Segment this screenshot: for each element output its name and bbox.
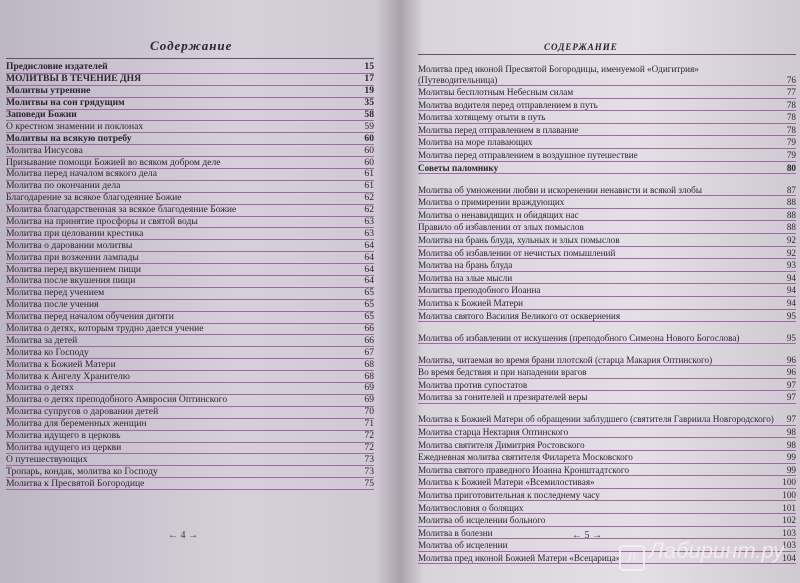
toc-entry-title: Молитва о ненавидящих и обидящих нас [418,209,579,220]
toc-entry-title: Ежедневная молитва святителя Филарета Московского [418,452,633,463]
toc-entry [6,395,374,407]
toc-entry [6,431,374,443]
toc-entry [6,419,374,431]
toc-entry-title: Молитва о примирении враждующих [418,197,565,208]
toc-entry-title: Советы паломнику [418,162,499,173]
toc-entry-page: 94 [786,285,796,296]
toc-entry [418,344,796,366]
toc-entry-title: Молитва к Божией Матери об обращении заблудшего (святителя Гавриила Новгородского) [418,414,774,425]
toc-entry-title: Предисловие издателей [6,62,108,73]
toc-entry-page: 79 [786,137,796,148]
toc-entry-title: Молитва на злые мысли [418,272,513,283]
toc-entry [418,366,796,379]
toc-entry [6,454,374,466]
toc-entry-title: Молитвы на всякую потребу [6,133,132,144]
toc-entry [6,181,374,193]
toc-entry-page: 92 [786,247,796,258]
toc-entry-title: Молитва перед началом всякого дела [6,169,157,180]
toc-entry-page: 35 [364,97,374,109]
toc-entry [418,86,796,99]
toc-entry-page: 19 [364,85,374,97]
toc-entry-title: Молитва пред иконой Божией Матери «Всецарица» [418,552,621,563]
toc-entry [6,443,374,455]
toc-entry [6,217,374,229]
toc-entry-page: 96 [786,367,796,378]
toc-entry-title: Молитва об избавлении от нечистых помышлений [418,247,616,258]
toc-entry-page: 92 [786,235,796,246]
toc-entry [418,514,796,527]
toc-entry [6,240,374,252]
toc-entry-page: 73 [364,465,374,477]
toc-entry-page: 60 [364,132,374,144]
toc-entry-page: 78 [786,112,796,123]
toc-entry-page: 72 [364,441,374,453]
toc-entry [6,110,374,122]
toc-entry-title: Молитва к Ангелу Хранителю [6,371,130,382]
toc-entry-page: 93 [786,260,796,271]
toc-entry-title: Молитва водителя перед отправлением в путь [418,99,598,110]
toc-entry [6,169,374,181]
toc-entry [418,501,796,514]
toc-entry-title: Молитва на брань блуда, хульных и злых помыслов [418,235,620,246]
toc-entry-title: Молитва при целовании крестика [6,228,144,239]
toc-entry-title: Молитва перед учением [6,288,105,299]
toc-entry-title: Молитвы на сон грядущим [6,98,125,109]
toc-entry [418,310,796,323]
toc-entry [418,99,796,112]
toc-entry-title: Молитва при возжении лампады [6,252,139,263]
toc-entry-title: Заповеди Божии [6,109,77,120]
toc-entry-page: 69 [364,382,374,394]
toc-entry-title: Молитва против супостатов [418,379,528,390]
toc-entry-title: Молитва идущего из церкви [6,442,122,453]
toc-entry-title: Молитва за гонителей и презирателей веры [418,392,588,403]
toc-entry-title: Молитва о даровании молитвы [6,240,133,251]
toc-entry-title: Молитва на море плавающих [418,137,533,148]
toc-entry [418,162,796,175]
toc-entry-title: Молитва к Божией Матери «Всемилостивая» [418,477,595,488]
toc-entry-page: 59 [364,120,374,132]
toc-entry [418,209,796,222]
toc-entry [418,149,796,162]
toc-entry-page: 66 [364,322,374,334]
toc-entry [6,62,374,74]
toc-entry-page: 80 [786,162,796,173]
toc-entry [6,324,374,336]
toc-entry-title: Молитва пред иконой Пресвятой Богородицы, именуемой «Одигитрия» (Путеводительница) [418,64,699,85]
toc-entry [418,196,796,209]
toc-entry [6,335,374,347]
toc-entry [6,359,374,371]
toc-entry-title: Молитвословия о болящих [418,502,524,513]
toc-entry [418,234,796,247]
toc-entry-page: 100 [782,477,796,488]
toc-entry-title: Молитва о детях преподобного Амвросия Оптинского [6,395,228,406]
toc-entry-title: Молитва святителя Димитрия Ростовского [418,439,585,450]
toc-entry [418,272,796,285]
toc-entry-page: 65 [364,287,374,299]
toc-entry-title: Молитва благодарственная за всякое благодеяние Божие [6,205,237,216]
toc-entry-page: 75 [364,477,374,489]
watermark [619,538,784,571]
toc-entry-page: 103 [782,527,796,538]
toc-entry-title: Молитва к Божией Матери [6,359,116,370]
toc-entry-page: 71 [364,418,374,430]
divider [6,58,374,59]
toc-entry-page: 63 [364,215,374,227]
toc-entry-page: 104 [782,552,796,563]
toc-entry-page: 63 [364,227,374,239]
toc-list [418,64,796,564]
toc-entry-page: 61 [364,168,374,180]
left-page [0,0,392,583]
toc-entry-page: 97 [786,392,796,403]
toc-entry-title: Молитва перед отправлением в плавание [418,124,579,135]
toc-entry-title: О крестном знамении и поклонах [6,121,144,132]
toc-entry-page: 78 [786,124,796,135]
toc-entry-title: Молитва приготовительная к последнему часу [418,489,600,500]
toc-entry-page: 88 [786,222,796,233]
toc-entry-page: 88 [786,209,796,220]
toc-entry [418,391,796,404]
toc-entry [418,111,796,124]
page-number: ← 4 → [168,530,198,541]
toc-entry-page: 97 [786,379,796,390]
labirint-logo-icon: л [619,545,645,571]
toc-entry-page: 87 [786,184,796,195]
toc-list [6,62,374,490]
toc-entry [6,466,374,478]
toc-entry [418,404,796,426]
toc-entry [6,228,374,240]
toc-entry [6,193,374,205]
toc-entry-page: 60 [364,156,374,168]
toc-entry-page: 64 [364,275,374,287]
toc-entry [6,145,374,157]
toc-entry [418,221,796,234]
toc-entry [6,407,374,419]
toc-entry-page: 95 [786,332,796,343]
toc-entry [418,379,796,392]
toc-entry-title: Молитва об исцелении [418,540,508,551]
toc-entry-title: Молитва перед вкушением пищи [6,264,142,275]
toc-entry-title: Правило об избавлении от злых помыслов [418,222,584,233]
right-page [404,0,800,583]
toc-entry-title: Молитва за детей [6,335,78,346]
page-title: Содержание [150,38,233,53]
toc-entry [6,98,374,110]
toc-entry-page: 102 [782,515,796,526]
toc-entry-page: 67 [364,346,374,358]
toc-entry-title: Молитва святого праведного Иоанна Кронштадтского [418,464,630,475]
toc-entry-title: Молитва после вкушения пищи [6,276,136,287]
toc-entry [6,252,374,264]
toc-entry [418,124,796,137]
toc-entry [418,174,796,196]
toc-entry [6,133,374,145]
toc-entry-page: 76 [786,74,796,85]
toc-entry-title: Молитва хотящему отыти в путь [418,112,546,123]
toc-entry-title: Молитва в болезни [418,527,493,538]
toc-entry [6,383,374,395]
toc-entry [6,86,374,98]
toc-entry [6,371,374,383]
toc-entry-page: 73 [364,453,374,465]
toc-entry-page: 64 [364,251,374,263]
toc-entry [418,489,796,502]
toc-entry [6,74,374,86]
toc-entry-page: 94 [786,272,796,283]
toc-entry-page: 64 [364,239,374,251]
toc-entry-page: 65 [364,299,374,311]
toc-entry-page: 65 [364,311,374,323]
toc-entry [418,284,796,297]
toc-entry-page: 99 [786,464,796,475]
toc-entry-page: 61 [364,180,374,192]
toc-entry-page: 103 [782,540,796,551]
toc-entry-page: 101 [782,502,796,513]
toc-entry-title: Молитва идущего в церковь [6,431,121,441]
toc-entry-title: Тропарь, кондак, молитва ко Господу [6,466,158,477]
toc-entry-title: Молитва после учения [6,300,99,311]
toc-entry-page: 98 [786,439,796,450]
toc-entry-page: 15 [364,61,374,73]
toc-entry [6,121,374,133]
toc-entry-title: Молитва к Пресвятой Богородице [6,478,145,489]
toc-entry-title: Молитва Иисусова [6,145,83,156]
toc-entry-page: 100 [782,489,796,500]
toc-entry-title: Молитва перед отправлением в воздушное путешествие [418,150,638,161]
toc-entry-page: 68 [364,358,374,370]
toc-entry-page: 77 [786,87,796,98]
toc-entry [418,259,796,272]
toc-entry [6,478,374,490]
toc-entry-title: Молитва святого Василия Великого от осквернения [418,310,621,321]
toc-entry [6,205,374,217]
toc-entry [6,312,374,324]
toc-entry-title: Молитвы бесплотным Небесным силам [418,87,574,98]
toc-entry-page: 58 [364,108,374,120]
toc-entry-title: Во время бедствия и при нападении врагов [418,367,587,378]
watermark-text: Лабиринт.ру [648,538,784,563]
toc-entry [418,136,796,149]
toc-entry [418,451,796,464]
toc-entry-title: Молитвы утренние [6,86,91,97]
toc-entry-title: МОЛИТВЫ В ТЕЧЕНИЕ ДНЯ [6,74,142,85]
toc-entry [6,300,374,312]
toc-entry-page: 72 [364,430,374,441]
toc-entry-title: Молитва, читаемая во время брани плотской (старца Макария Оптинского) [418,354,713,365]
page-number: ← 5 → [572,530,602,541]
toc-entry [6,157,374,169]
toc-entry-page: 66 [364,334,374,346]
toc-entry [418,426,796,439]
toc-entry-page: 95 [786,310,796,321]
toc-entry [6,288,374,300]
toc-entry-title: Молитва об умножении любви и искоренении ненависти и всякой злобы [418,184,703,195]
toc-entry-page: 78 [786,99,796,110]
toc-entry-title: Призывание помощи Божией во всяком добром деле [6,157,221,168]
toc-entry-title: О путешествующих [6,454,88,465]
toc-entry-title: Молитва преподобного Иоанна [418,285,541,296]
toc-entry-title: Благодарение за всякое благодеяние Божие [6,193,182,204]
toc-entry [418,64,796,86]
toc-entry [6,264,374,276]
toc-entry-page: 94 [786,298,796,308]
toc-entry-page: 88 [786,197,796,208]
toc-entry-title: Молитва для беременных женщин [6,419,147,430]
toc-entry-title: Молитва на брань блуда [418,260,513,271]
toc-entry [6,347,374,359]
divider [418,54,796,55]
toc-entry-page: 64 [364,263,374,275]
toc-entry-page: 17 [364,73,374,85]
toc-entry [418,438,796,451]
toc-entry-title: Молитва на принятие просфоры и святой воды [6,216,198,227]
toc-entry-page: 79 [786,150,796,161]
toc-entry [418,464,796,477]
toc-entry [6,276,374,288]
toc-entry-page: 97 [786,414,796,425]
toc-entry-title: Молитва к Божией Матери [418,298,524,308]
toc-entry [418,322,796,344]
toc-entry-title: Молитва старца Нектария Оптинского [418,426,569,437]
toc-entry-title: Молитва о детях, которым трудно дается учение [6,323,204,334]
toc-entry-page: 62 [364,204,374,216]
toc-entry-page: 70 [364,406,374,418]
toc-entry-page: 98 [786,426,796,437]
toc-entry-page: 99 [786,452,796,463]
toc-entry-title: Молитва перед началом обучения дитяти [6,312,174,323]
toc-entry [418,297,796,310]
toc-entry-page: 96 [786,354,796,365]
toc-entry-title: Молитва по окончании дела [6,181,121,192]
toc-entry-title: Молитва супругов о даровании детей [6,407,159,418]
toc-entry-title: Молитва об избавлении от искушения (преподобного Симеона Нового Богослова) [418,332,740,343]
toc-entry-page: 62 [364,192,374,204]
toc-entry-page: 68 [364,370,374,382]
toc-entry-page: 60 [364,144,374,156]
toc-entry-page: 69 [364,394,374,406]
toc-entry [418,476,796,489]
toc-entry-title: Молитва о детях [6,383,74,394]
page-title: СОДЕРЖАНИЕ [544,42,618,52]
toc-entry-title: Молитва об исцелении больного [418,515,546,526]
toc-entry-title: Молитва ко Господу [6,347,89,358]
toc-entry [418,247,796,260]
